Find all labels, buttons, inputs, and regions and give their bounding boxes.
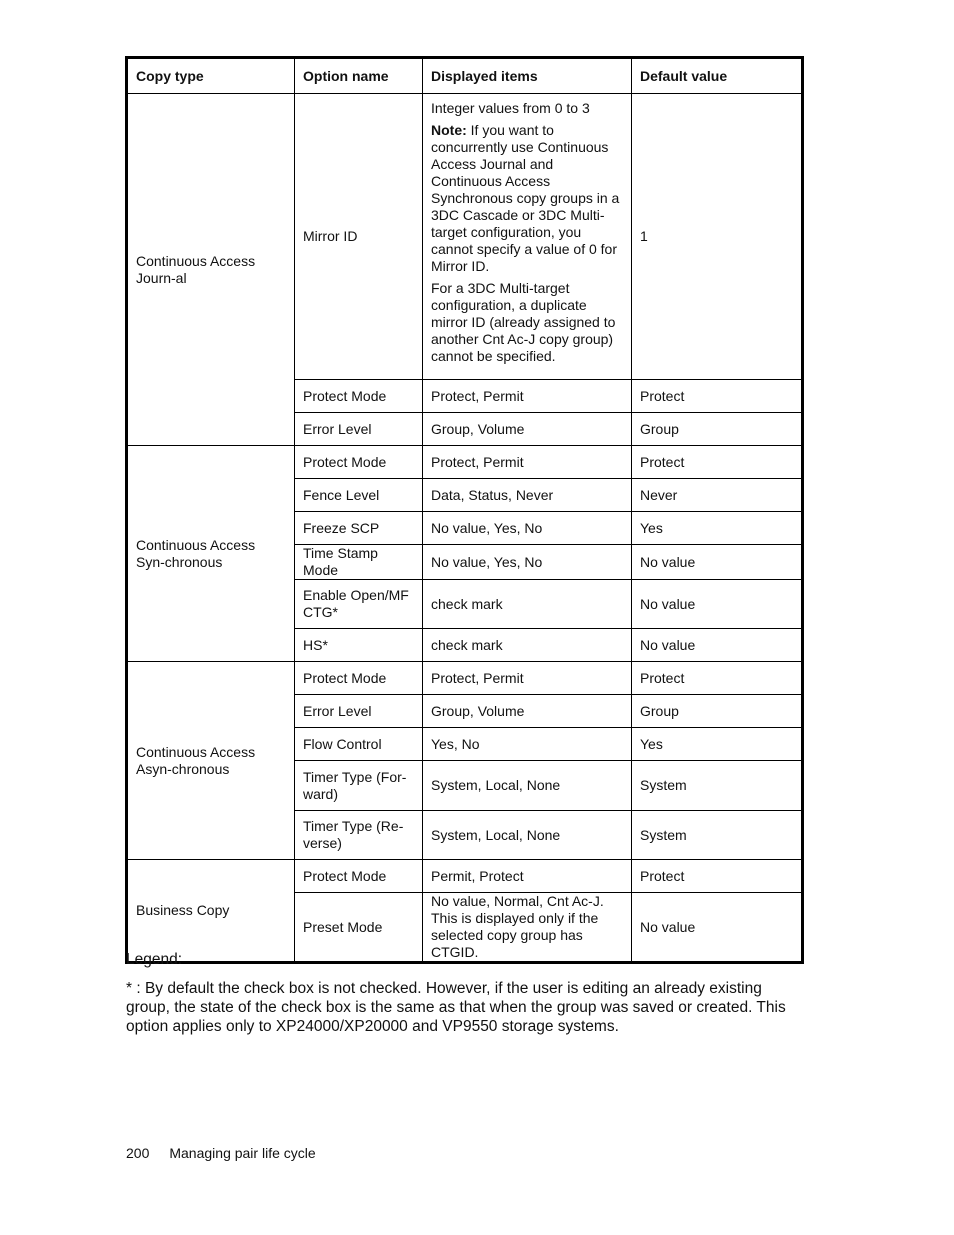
default-cell: System [632,811,803,860]
copy-type-cell: Continuous Access Asyn-chronous [127,662,295,860]
default-cell: Protect [632,860,803,893]
displayed-items-cell: No value, Yes, No [423,512,632,545]
option-cell: Error Level [295,413,423,446]
displayed-items-cell: System, Local, None [423,761,632,811]
default-cell: No value [632,629,803,662]
displayed-items-cell: Data, Status, Never [423,479,632,512]
note-text: If you want to concurrently use Continuous Access Journal and Continuous Access Synchronous copy groups in a 3DC Cascade or 3DC Multi-target configuration, you cannot specify a value of 0 for Mirror ID. [431,122,620,274]
option-cell: Mirror ID [295,94,423,380]
header-displayed-items: Displayed items [423,58,632,94]
options-table-container [125,56,801,964]
page-number: 200 [126,1145,150,1161]
option-cell: Protect Mode [295,446,423,479]
default-cell: Yes [632,512,803,545]
displayed-items-cell: Group, Volume [423,413,632,446]
displayed-note [431,122,623,275]
table-row [127,446,803,479]
default-cell: Never [632,479,803,512]
table-row [127,94,803,380]
displayed-items-cell: Group, Volume [423,695,632,728]
default-cell: No value [632,580,803,629]
default-cell: 1 [632,94,803,380]
default-cell: Protect [632,380,803,413]
displayed-extra: For a 3DC Multi-target configuration, a duplicate mirror ID (already assigned to another Cnt Ac-J copy group) cannot be specified. [431,280,616,364]
option-cell: Time Stamp Mode [295,545,423,580]
option-cell: Fence Level [295,479,423,512]
default-cell: System [632,761,803,811]
default-cell: Group [632,413,803,446]
option-cell: Freeze SCP [295,512,423,545]
table-row [127,860,803,893]
displayed-items-cell [423,94,632,380]
displayed-items-cell: check mark [423,629,632,662]
displayed-range: Integer values from 0 to 3 [431,100,590,116]
copy-type-cell: Business Copy [127,860,295,963]
page-footer [126,1145,316,1162]
displayed-items-cell: check mark [423,580,632,629]
option-cell: Flow Control [295,728,423,761]
option-cell: Error Level [295,695,423,728]
default-cell: Protect [632,446,803,479]
copy-options-table [125,56,804,964]
header-option-name: Option name [295,58,423,94]
legend [126,950,806,1036]
option-cell: Protect Mode [295,860,423,893]
copy-type-cell: Continuous Access Syn-chronous [127,446,295,662]
option-cell: Enable Open/MF CTG* [295,580,423,629]
displayed-items-cell: Protect, Permit [423,380,632,413]
default-cell: No value [632,545,803,580]
default-cell: Protect [632,662,803,695]
displayed-items-cell: Protect, Permit [423,446,632,479]
option-cell: Preset Mode [295,893,423,963]
default-cell: No value [632,893,803,963]
displayed-items-cell: No value, Yes, No [423,545,632,580]
option-cell: Protect Mode [295,662,423,695]
option-cell: Protect Mode [295,380,423,413]
option-cell: Timer Type (For-ward) [295,761,423,811]
note-label: Note: [431,122,467,138]
default-cell: Yes [632,728,803,761]
footer-section-title: Managing pair life cycle [169,1145,316,1161]
legend-title: Legend: [126,951,183,968]
displayed-items-cell: Protect, Permit [423,662,632,695]
table-header-row [127,58,803,94]
copy-type-cell: Continuous Access Journ-al [127,94,295,446]
displayed-items-cell: Permit, Protect [423,860,632,893]
displayed-items-cell: System, Local, None [423,811,632,860]
header-copy-type: Copy type [127,58,295,94]
option-cell: HS* [295,629,423,662]
option-cell: Timer Type (Re-verse) [295,811,423,860]
displayed-items-cell: Yes, No [423,728,632,761]
header-default-value: Default value [632,58,803,94]
displayed-items-cell: No value, Normal, Cnt Ac-J. This is displayed only if the selected copy group has CTGID. [423,893,632,963]
default-cell: Group [632,695,803,728]
legend-text: * : By default the check box is not checked. However, if the user is editing an already existing group, the state of the check box is the same as that when the group was saved or created. This option applies only to XP24000/XP20000 and VP9550 storage systems. [126,980,786,1035]
table-row [127,662,803,695]
